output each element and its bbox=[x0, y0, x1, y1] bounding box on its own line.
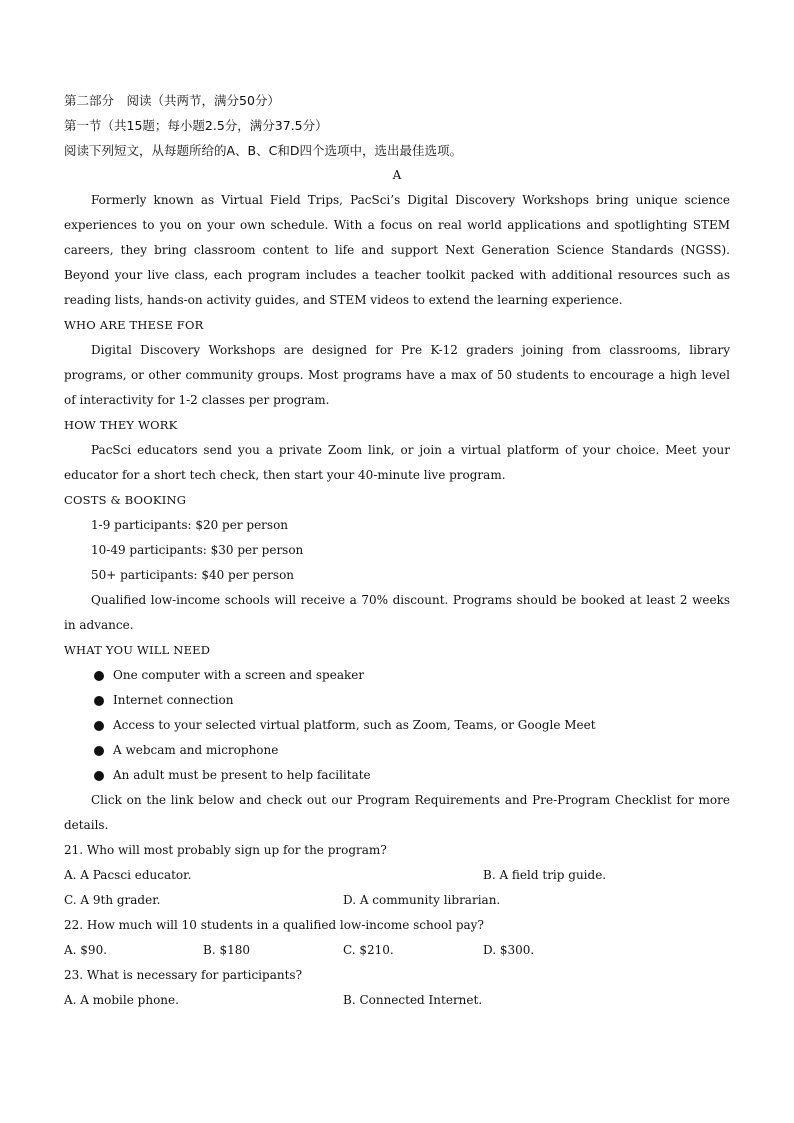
exam-page bbox=[64, 88, 730, 1013]
instruction: 阅读下列短文，从每题所给的A、B、C和D四个选项中，选出最佳选项。 bbox=[64, 143, 462, 158]
option-d[interactable]: D. $300. bbox=[483, 943, 535, 957]
need-item-text: A webcam and microphone bbox=[113, 743, 279, 757]
bullet-icon bbox=[94, 721, 104, 731]
need-item bbox=[64, 763, 730, 788]
bullet-icon bbox=[94, 671, 104, 681]
costs-heading: COSTS & BOOKING bbox=[64, 493, 187, 507]
how-text: PacSci educators send you a private Zoom link, or join a virtual platform of your choice. Meet your educator for a short tech check, then start your 40-minute live program. bbox=[64, 443, 730, 482]
how-heading: HOW THEY WORK bbox=[64, 418, 178, 432]
option-b[interactable]: B. Connected Internet. bbox=[343, 993, 483, 1007]
bullet-icon bbox=[94, 746, 104, 756]
option-c[interactable]: C. A 9th grader. bbox=[64, 893, 161, 907]
question-22-options bbox=[64, 938, 730, 963]
need-item bbox=[64, 663, 730, 688]
need-item bbox=[64, 738, 730, 763]
passage-label: A bbox=[392, 168, 402, 182]
part-title: 第二部分 阅读（共两节，满分50分） bbox=[64, 93, 280, 108]
question-21-options-row-2 bbox=[64, 888, 730, 913]
question-21-stem: 21. Who will most probably sign up for the program? bbox=[64, 843, 387, 857]
need-item-text: One computer with a screen and speaker bbox=[113, 668, 365, 682]
option-b[interactable]: B. $180 bbox=[203, 943, 250, 957]
section-title: 第一节（共15题；每小题2.5分，满分37.5分） bbox=[64, 118, 328, 133]
question-23-stem: 23. What is necessary for participants? bbox=[64, 968, 303, 982]
need-item-text: An adult must be present to help facilitate bbox=[113, 768, 371, 782]
option-a[interactable]: A. A Pacsci educator. bbox=[64, 868, 192, 882]
option-d[interactable]: D. A community librarian. bbox=[343, 893, 501, 907]
question-21-options-row-1 bbox=[64, 863, 730, 888]
who-heading: WHO ARE THESE FOR bbox=[64, 318, 204, 332]
need-item bbox=[64, 688, 730, 713]
question-22-stem: 22. How much will 10 students in a qualified low-income school pay? bbox=[64, 918, 484, 932]
need-item-text: Internet connection bbox=[113, 693, 234, 707]
option-a[interactable]: A. $90. bbox=[64, 943, 108, 957]
price-line: 10-49 participants: $30 per person bbox=[91, 543, 304, 557]
closing-text: Click on the link below and check out our Program Requirements and Pre-Program Checklist for more details. bbox=[64, 793, 730, 832]
price-line: 50+ participants: $40 per person bbox=[91, 568, 295, 582]
need-heading: WHAT YOU WILL NEED bbox=[64, 643, 211, 657]
bullet-icon bbox=[94, 696, 104, 706]
option-c[interactable]: C. $210. bbox=[343, 943, 394, 957]
question-23-options bbox=[64, 988, 730, 1013]
discount-text: Qualified low-income schools will receive a 70% discount. Programs should be booked at least 2 weeks in advance. bbox=[64, 593, 730, 632]
who-text: Digital Discovery Workshops are designed for Pre K-12 graders joining from classrooms, library programs, or other community groups. Most programs have a max of 50 students to encourage a high level of interactivity for 1-2 classes per program. bbox=[64, 343, 730, 407]
price-line: 1-9 participants: $20 per person bbox=[91, 518, 289, 532]
bullet-icon bbox=[94, 771, 104, 781]
option-b[interactable]: B. A field trip guide. bbox=[483, 868, 607, 882]
option-a[interactable]: A. A mobile phone. bbox=[64, 993, 179, 1007]
need-item-text: Access to your selected virtual platform, such as Zoom, Teams, or Google Meet bbox=[113, 718, 596, 732]
passage-intro: Formerly known as Virtual Field Trips, PacSci’s Digital Discovery Workshops bring unique science experiences to you on your own schedule. With a focus on real world applications and spotlighting STEM careers, they bring classroom content to life and support Next Generation Science Standards (NGSS). Beyond your live class, each program includes a teacher toolkit packed with additional resources such as reading lists, hands-on activity guides, and STEM videos to extend the learning experience. bbox=[64, 193, 730, 307]
need-item bbox=[64, 713, 730, 738]
